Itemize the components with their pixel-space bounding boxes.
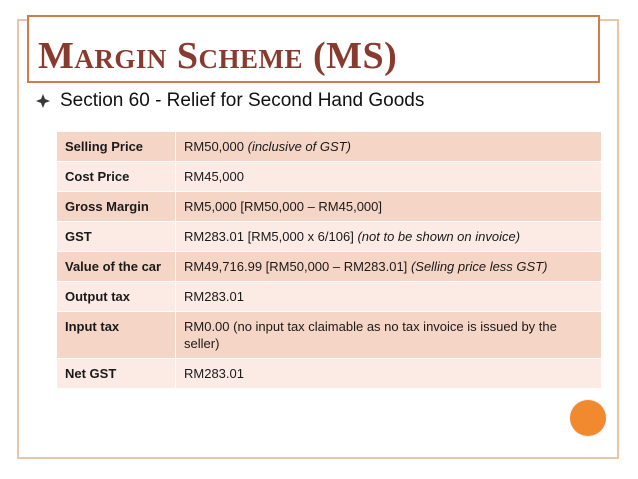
table-row: [57, 359, 601, 389]
table-row: [57, 312, 601, 359]
row-value: [176, 132, 602, 162]
slide-title: Margin Scheme (MS): [38, 35, 398, 77]
row-label: Gross Margin: [57, 192, 176, 222]
value-text: RM5,000 [RM50,000 – RM45,000]: [184, 199, 382, 214]
table-row: [57, 192, 601, 222]
row-value: [176, 282, 602, 312]
row-label: Cost Price: [57, 162, 176, 192]
row-value: [176, 222, 602, 252]
value-text: RM45,000: [184, 169, 244, 184]
value-note: (inclusive of GST): [247, 139, 351, 154]
table-row: [57, 282, 601, 312]
value-text: RM283.01: [184, 289, 244, 304]
row-value: [176, 192, 602, 222]
value-note: (not to be shown on invoice): [357, 229, 521, 244]
table-row: [57, 132, 601, 162]
bullet-text: Section 60 - Relief for Second Hand Goods: [60, 90, 425, 111]
row-label: GST: [57, 222, 176, 252]
table-row: [57, 162, 601, 192]
row-value: [176, 312, 602, 359]
value-text: RM283.01: [184, 366, 244, 381]
value-text: RM49,716.99 [RM50,000 – RM283.01]: [184, 259, 408, 274]
row-label: Selling Price: [57, 132, 176, 162]
table-row: [57, 252, 601, 282]
row-value: [176, 359, 602, 389]
value-text: RM0.00 (no input tax claimable as no tax invoice is issued by the seller): [184, 319, 557, 351]
value-text: RM283.01 [RM5,000 x 6/106]: [184, 229, 354, 244]
value-text: RM50,000: [184, 139, 244, 154]
diamond-bullet-icon: [36, 94, 50, 108]
table-row: [57, 222, 601, 252]
value-note: (Selling price less GST): [410, 259, 548, 274]
row-label: Input tax: [57, 312, 176, 359]
row-label: Output tax: [57, 282, 176, 312]
row-label: Value of the car: [57, 252, 176, 282]
bullet-item: [36, 88, 424, 114]
row-value: [176, 162, 602, 192]
decorative-orange-circle: [570, 400, 606, 436]
row-label: Net GST: [57, 359, 176, 389]
row-value: [176, 252, 602, 282]
margin-scheme-table: [57, 131, 601, 389]
